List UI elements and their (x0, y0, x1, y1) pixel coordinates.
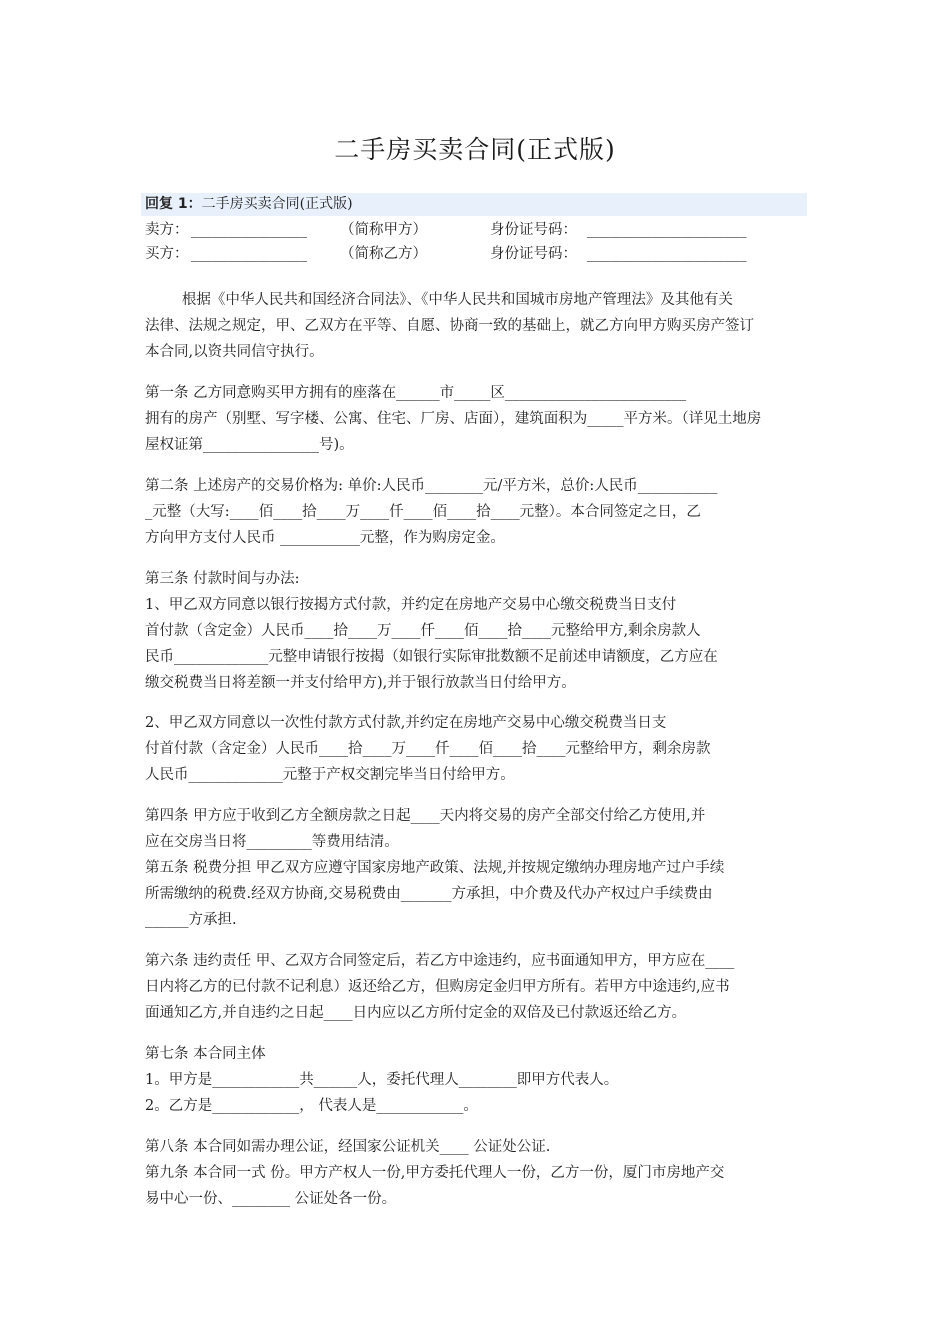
text-line: 屋权证第________________号)。 (145, 437, 354, 453)
seller-abbr: （简称甲方） (340, 222, 427, 238)
text-line: 第三条 付款时间与办法: (145, 571, 300, 587)
article-2 (145, 473, 810, 551)
article-7 (145, 1041, 810, 1119)
text-line: ______方承担. (145, 912, 237, 928)
seller-name-blank: ________________ (191, 222, 307, 238)
article-4-5 (145, 803, 810, 933)
text-line: 第九条 本合同一式 份。甲方产权人一份,甲方委托代理人一份，乙方一份，厦门市房地产交 (145, 1165, 725, 1181)
article-8-9 (145, 1134, 810, 1212)
text-line: 所需缴纳的税费.经双方协商,交易税费由_______方承担，中介费及代办产权过户手续费由 (145, 886, 713, 902)
page-title: 二手房买卖合同(正式版) (334, 135, 616, 164)
article-3 (145, 566, 810, 696)
article-6 (145, 948, 810, 1026)
text-line: 付首付款（含定金）人民币____拾____万____仟____佰____拾____元整给甲方，剩余房款 (145, 741, 711, 757)
seller-id-blank: ______________________ (587, 222, 747, 238)
text-line: 民币_____________元整申请银行按揭（如银行实际审批数额不足前述申请额度，乙方应在 (145, 649, 718, 665)
reply-text: 二手房买卖合同(正式版) (201, 196, 353, 212)
buyer-id-label: 身份证号码： (490, 246, 577, 262)
article-3-option-2 (145, 710, 810, 788)
text-line: 第二条 上述房产的交易价格为: 单价:人民币________元/平方米，总价:人民币___________ (145, 478, 718, 494)
text-line: 第五条 税费分担 甲乙双方应遵守国家房地产政策、法规,并按规定缴纳办理房地产过户手续 (145, 860, 725, 876)
text-line: 面通知乙方,并自违约之日起____日内应以乙方所付定金的双倍及已付款返还给乙方。 (145, 1005, 687, 1021)
text-line: 易中心一份、________ 公证处各一份。 (145, 1191, 397, 1207)
text-line: 1。甲方是____________共______人，委托代理人________即甲方代表人。 (145, 1072, 619, 1088)
buyer-id-blank: ______________________ (587, 246, 747, 262)
text-line: 法律、法规之规定，甲、乙双方在平等、自愿、协商一致的基础上，就乙方向甲方购买房产签订 (145, 318, 754, 334)
text-line: 第六条 违约责任 甲、乙双方合同签定后，若乙方中途违约，应书面通知甲方，甲方应在____ (145, 953, 735, 969)
text-line: 1、甲乙双方同意以银行按揭方式付款，并约定在房地产交易中心缴交税费当日支付 (145, 597, 677, 613)
seller-row (145, 219, 825, 241)
text-line: 本合同,以资共同信守执行。 (145, 344, 324, 360)
article-1 (145, 380, 810, 458)
preamble-paragraph (145, 287, 810, 365)
reply-label: 回复 1： (145, 196, 202, 212)
text-line: 根据《中华人民共和国经济合同法》、《中华人民共和国城市房地产管理法》及其他有关 (145, 292, 733, 308)
text-line: 第八条 本合同如需办理公证，经国家公证机关____ 公证处公证. (145, 1139, 551, 1155)
text-line: _元整（大写:____佰____拾____万____仟____佰____拾____元整）。本合同签定之日，乙 (145, 504, 701, 520)
text-line: 应在交房当日将_________等费用结清。 (145, 834, 399, 850)
text-line: 第四条 甲方应于收到乙方全额房款之日起____天内将交易的房产全部交付给乙方使用,并 (145, 808, 706, 824)
text-line: 2。乙方是____________， 代表人是____________。 (145, 1098, 478, 1114)
seller-id-label: 身份证号码： (490, 222, 577, 238)
text-line: 人民币_____________元整于产权交割完毕当日付给甲方。 (145, 767, 515, 783)
buyer-name-blank: ________________ (191, 246, 307, 262)
reply-header (141, 193, 807, 216)
text-line: 日内将乙方的已付款不记利息）返还给乙方，但购房定金归甲方所有。若甲方中途违约,应书 (145, 979, 730, 995)
seller-label: 卖方： (145, 222, 189, 238)
buyer-label: 买方： (145, 246, 189, 262)
buyer-row (145, 243, 825, 265)
text-line: 拥有的房产（别墅、写字楼、公寓、住宅、厂房、店面），建筑面积为_____平方米。（详见土地房 (145, 411, 762, 427)
text-line: 第七条 本合同主体 (145, 1046, 266, 1062)
buyer-abbr: （简称乙方） (340, 246, 427, 262)
text-line: 首付款（含定金）人民币____拾____万____仟____佰____拾____元整给甲方,剩余房款人 (145, 623, 701, 639)
text-line: 缴交税费当日将差额一并支付给甲方),并于银行放款当日付给甲方。 (145, 675, 576, 691)
text-line: 2、甲乙双方同意以一次性付款方式付款,并约定在房地产交易中心缴交税费当日支 (145, 715, 667, 731)
text-line: 第一条 乙方同意购买甲方拥有的座落在______市_____区_________________________ (145, 385, 687, 401)
text-line: 方向甲方支付人民币 ___________元整，作为购房定金。 (145, 530, 505, 546)
